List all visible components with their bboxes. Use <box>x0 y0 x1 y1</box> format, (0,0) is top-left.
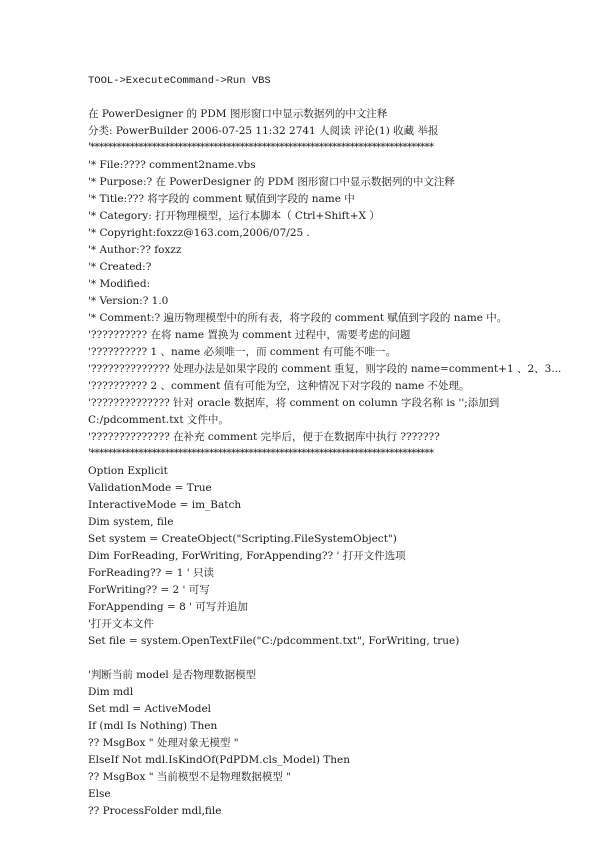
tool-path-text: TOOL->ExecuteCommand->Run VBS <box>88 75 271 87</box>
code-line: '?????????????? 在补充 comment 完毕后，便于在数据库中执行 ??????? <box>88 431 440 443</box>
code-line: ?? MsgBox " 当前模型不是物理数据模型 " <box>88 771 292 783</box>
code-line: Option Explicit <box>88 465 168 477</box>
code-line: '* Created:? <box>88 261 152 273</box>
code-line: InteractiveMode = im_Batch <box>88 499 242 511</box>
code-line: Set mdl = ActiveModel <box>88 703 212 715</box>
code-line: '* Title:??? 将字段的 comment 赋值到字段的 name 中 <box>88 193 355 205</box>
code-line: ?? MsgBox " 处理对象无模型 " <box>88 737 239 749</box>
code-line: '?????????? 在将 name 置换为 comment 过程中，需要考虑的问题 <box>88 329 411 341</box>
code-line-separator-bottom: '****************************************************************************** <box>88 448 434 459</box>
code-line: ElseIf Not mdl.IsKindOf(PdPDM.cls_Model) Then <box>88 754 351 766</box>
code-line: C:/pdcomment.txt 文件中。 <box>88 414 229 426</box>
code-line: If (mdl Is Nothing) Then <box>88 720 218 732</box>
code-line: '* Copyright:foxzz@163.com,2006/07/25 . <box>88 227 310 239</box>
code-line: Set file = system.OpenTextFile("C:/pdcomment.txt", ForWriting, true) <box>88 635 460 647</box>
code-line: '* Modified: <box>88 278 151 290</box>
code-line: '* File:???? comment2name.vbs <box>88 159 256 171</box>
code-line: '* Category: 打开物理模型，运行本脚本（ Ctrl+Shift+X ） <box>88 210 380 222</box>
code-line: '* Comment:? 遍历物理模型中的所有表，将字段的 comment 赋值到字段的 name 中。 <box>88 312 508 324</box>
article-meta: 分类: PowerBuilder 2006-07-25 11:32 2741 人阅读 评论(1) 收藏 举报 <box>88 125 439 137</box>
code-line: '* Author:?? foxzz <box>88 244 182 256</box>
code-line: '?????????????? 处理办法是如果字段的 comment 重复，则字段的 name=comment+1 、2、3... <box>88 363 562 375</box>
code-line-separator-top: '****************************************************************************** <box>88 142 434 153</box>
code-line: '* Purpose:? 在 PowerDesigner 的 PDM 图形窗口中显示数据列的中文注释 <box>88 176 455 188</box>
code-line: Dim ForReading, ForWriting, ForAppending?? ' 打开文件选项 <box>88 550 406 562</box>
code-line: Set system = CreateObject("Scripting.FileSystemObject") <box>88 533 397 545</box>
code-line: '?????????? 2 、comment 值有可能为空，这种情况下对字段的 name 不处理。 <box>88 380 470 392</box>
code-line: Else <box>88 788 111 800</box>
code-line: '判断当前 model 是否物理数据模型 <box>88 669 257 681</box>
code-line: ForAppending = 8 ' 可写并追加 <box>88 601 248 613</box>
code-line: ForReading?? = 1 ' 只读 <box>88 567 214 579</box>
code-line: '?????????????? 针对 oracle 数据库，将 comment on column 字段名称 is '';添加到 <box>88 397 500 409</box>
code-line: ForWriting?? = 2 ' 可写 <box>88 584 210 596</box>
code-line: Dim mdl <box>88 686 134 698</box>
code-line: ValidationMode = True <box>88 482 212 494</box>
code-line: ?? ProcessFolder mdl,file <box>88 805 222 817</box>
code-line: '?????????? 1 、name 必须唯一，而 comment 有可能不唯一。 <box>88 346 397 358</box>
code-line: '打开文本文件 <box>88 618 154 630</box>
article-title: 在 PowerDesigner 的 PDM 图形窗口中显示数据列的中文注释 <box>88 108 388 120</box>
code-line: '* Version:? 1.0 <box>88 295 169 307</box>
code-line: Dim system, file <box>88 516 174 528</box>
